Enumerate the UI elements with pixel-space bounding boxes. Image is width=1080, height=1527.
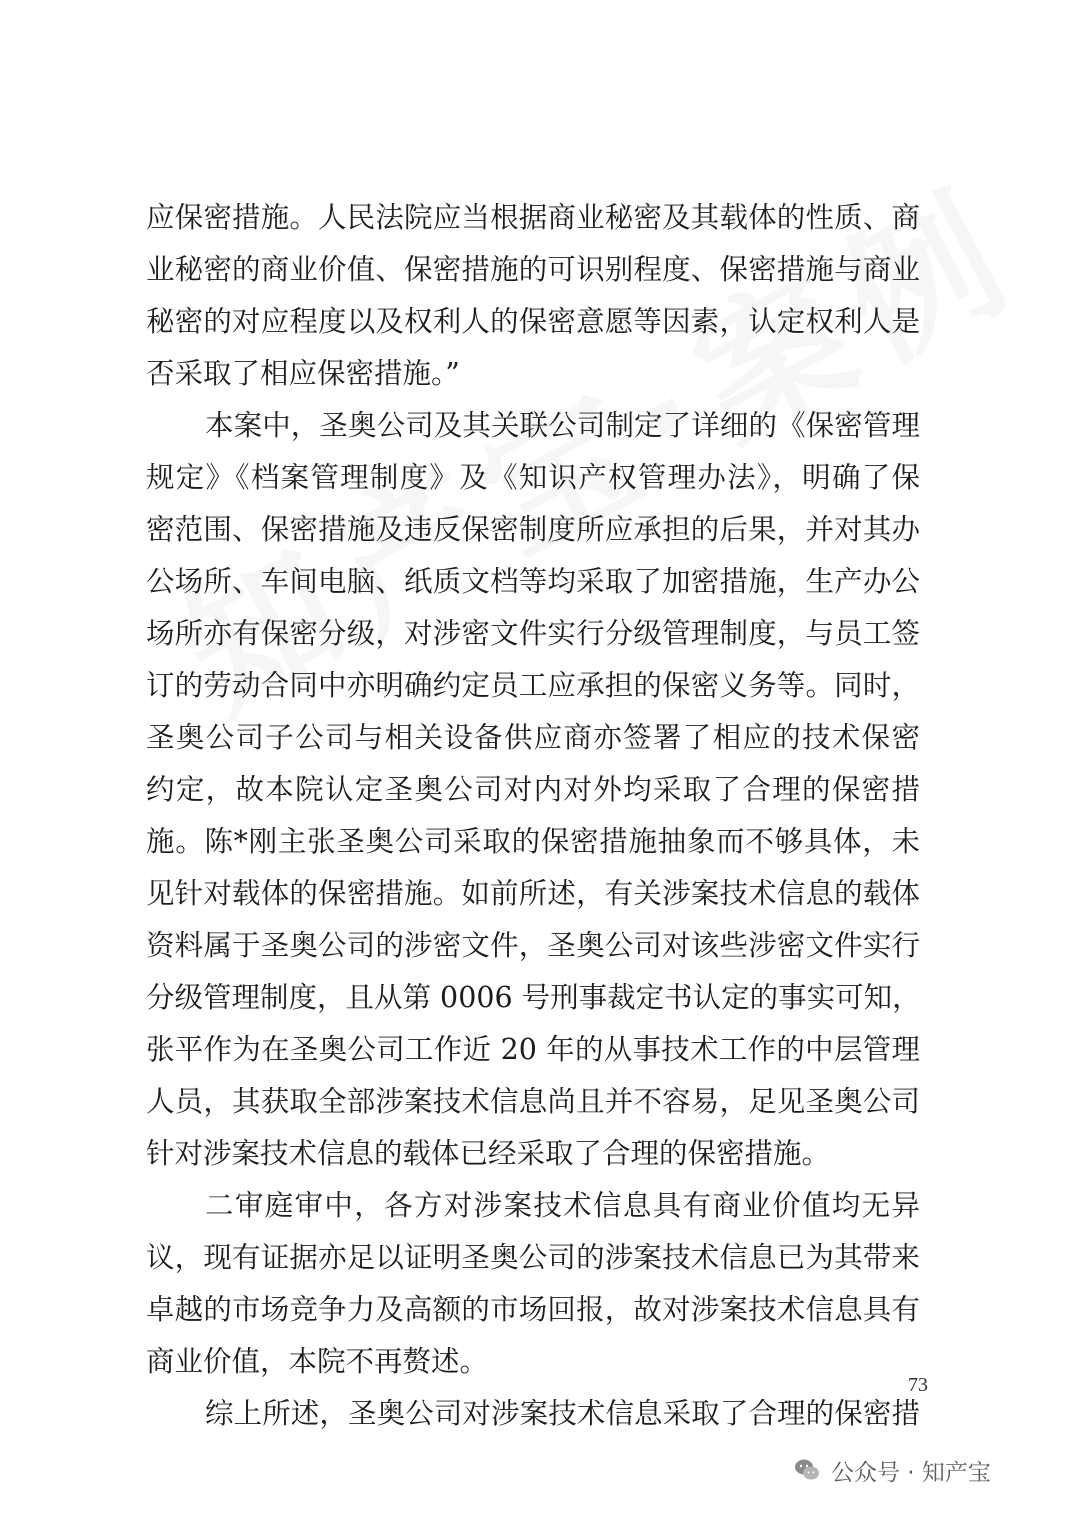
text-line-8: 公场所、车间电脑、纸质文档等均采取了加密措施，生产办公 (146, 565, 920, 598)
text-line-24: 综上所述，圣奥公司对涉案技术信息采取了合理的保密措 (205, 1397, 920, 1430)
text-line-1: 应保密措施。人民法院应当根据商业秘密及其载体的性质、商 (146, 201, 920, 234)
text-line-20: 二审庭审中，各方对涉案技术信息具有商业价值均无异 (205, 1189, 920, 1222)
text-line-4: 否采取了相应保密措施。” (146, 357, 460, 390)
text-line-19: 针对涉案技术信息的载体已经采取了合理的保密措施。 (146, 1137, 831, 1170)
attribution-text: 公众号 · 知产宝 (831, 1459, 991, 1486)
text-line-17: 张平作为在圣奥公司工作近 20 年的从事技术工作的中层管理 (146, 1033, 920, 1066)
text-line-21: 议，现有证据亦足以证明圣奥公司的涉案技术信息已为其带来 (146, 1241, 920, 1274)
text-line-13: 施。陈*刚主张圣奥公司采取的保密措施抽象而不够具体，未 (146, 825, 920, 858)
text-line-18: 人员，其获取全部涉案技术信息尚且并不容易，足见圣奥公司 (146, 1085, 920, 1118)
wechat-icon (793, 1456, 821, 1484)
text-line-3: 秘密的对应程度以及权利人的保密意愿等因素，认定权利人是 (146, 305, 920, 338)
text-line-23: 商业价值，本院不再赘述。 (146, 1345, 489, 1378)
text-line-12: 约定，故本院认定圣奥公司对内对外均采取了合理的保密措 (146, 773, 920, 806)
text-line-11: 圣奥公司子公司与相关设备供应商亦签署了相应的技术保密 (146, 721, 920, 754)
text-line-10: 订的劳动合同中亦明确约定员工应承担的保密义务等。同时， (146, 669, 920, 702)
text-line-7: 密范围、保密措施及违反保密制度所应承担的后果，并对其办 (146, 513, 920, 546)
text-line-9: 场所亦有保密分级，对涉密文件实行分级管理制度，与员工签 (146, 617, 920, 650)
text-line-22: 卓越的市场竞争力及高额的市场回报，故对涉案技术信息具有 (146, 1293, 920, 1326)
text-line-2: 业秘密的商业价值、保密措施的可识别程度、保密措施与商业 (146, 253, 920, 286)
text-line-16: 分级管理制度，且从第 0006 号刑事裁定书认定的事实可知， (146, 981, 921, 1014)
text-line-15: 资料属于圣奥公司的涉密文件，圣奥公司对该些涉密文件实行 (146, 929, 920, 962)
text-line-5: 本案中，圣奥公司及其关联公司制定了详细的《保密管理 (205, 409, 920, 442)
source-attribution (793, 1450, 991, 1490)
text-line-14: 见针对载体的保密措施。如前所述，有关涉案技术信息的载体 (146, 877, 920, 910)
text-line-6: 规定》《档案管理制度》及《知识产权管理办法》，明确了保 (146, 461, 920, 494)
page-number: 73 (908, 1374, 928, 1396)
